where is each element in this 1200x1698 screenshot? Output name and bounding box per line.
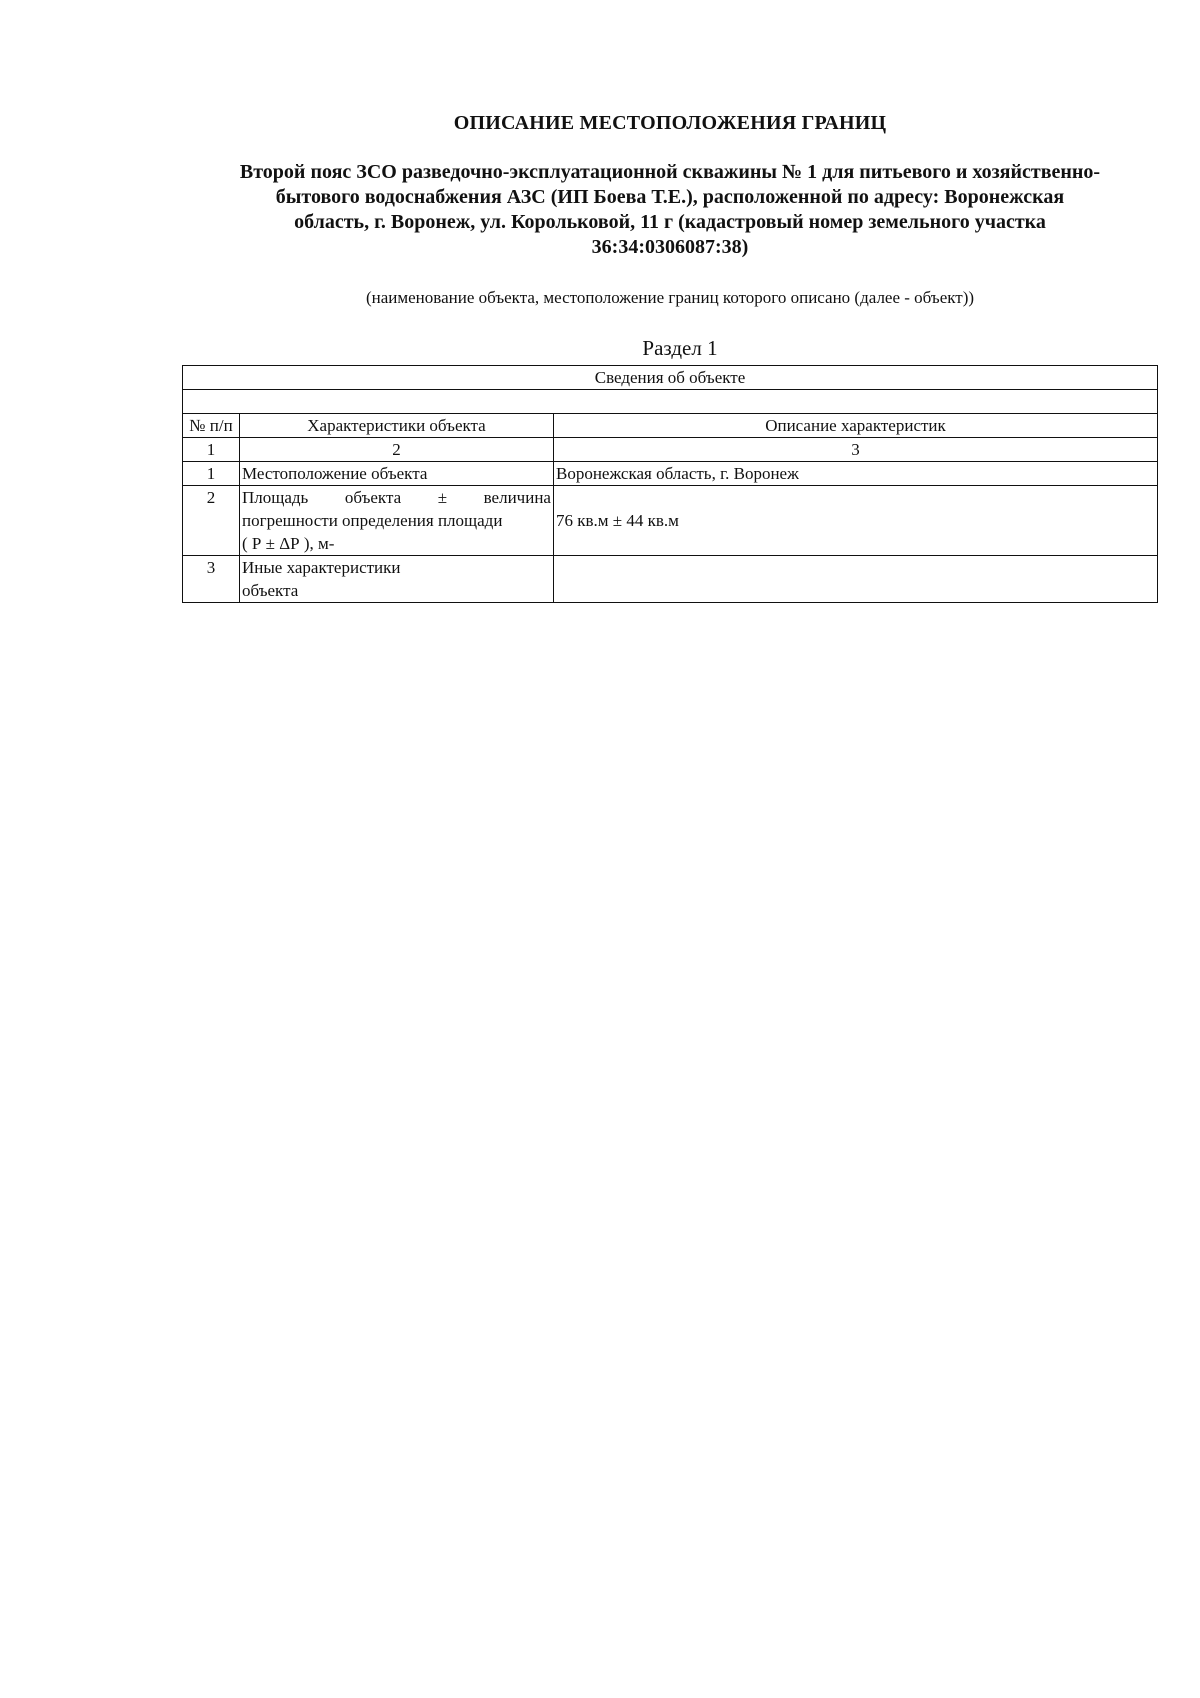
table-heading-row [183, 366, 1158, 390]
row-characteristic-line: Иные характеристики [242, 558, 401, 577]
object-name-line: бытового водоснабжения АЗС (ИП Боева Т.Е.), расположенной по адресу: Воронежская [275, 186, 1065, 208]
row-number: 3 [183, 556, 240, 603]
row-characteristic [240, 486, 554, 556]
row-characteristic-word: объекта [344, 488, 402, 507]
table-heading: Сведения об объекте [183, 366, 1158, 390]
row-characteristic-word: Площадь [242, 488, 309, 507]
document-title: ОПИСАНИЕ МЕСТОПОЛОЖЕНИЯ ГРАНИЦ [453, 112, 887, 134]
column-number: 2 [240, 438, 554, 462]
row-characteristic-line: ( Р ± ΔР ), м- [242, 534, 335, 553]
table-header-row [183, 414, 1158, 438]
column-header-characteristic: Характеристики объекта [240, 414, 554, 438]
column-header-num: № п/п [183, 414, 240, 438]
object-name-line: 36:34:0306087:38) [591, 236, 749, 258]
row-characteristic-word: величина [483, 488, 551, 507]
object-name [180, 160, 1160, 260]
row-characteristic-line: Местоположение объекта [242, 464, 428, 483]
column-number: 1 [183, 438, 240, 462]
column-number: 3 [554, 438, 1158, 462]
row-number: 1 [183, 462, 240, 486]
object-info-table [182, 365, 1158, 603]
row-characteristic-line: погрешности определения площади [242, 511, 503, 530]
table-row [183, 556, 1158, 603]
row-characteristic [240, 462, 554, 486]
row-number: 2 [183, 486, 240, 556]
table-spacer-cell [183, 390, 1158, 414]
row-characteristic-line [242, 486, 551, 509]
table-spacer-row [183, 390, 1158, 414]
object-name-line: область, г. Воронеж, ул. Корольковой, 11 г (кадастровый номер земельного участка [294, 211, 1046, 233]
object-caption: (наименование объекта, местоположение границ которого описано (далее - объект)) [365, 288, 975, 307]
row-characteristic [240, 556, 554, 603]
row-characteristic-line: объекта [242, 581, 299, 600]
section-label: Раздел 1 [642, 336, 718, 360]
column-header-description: Описание характеристик [554, 414, 1158, 438]
row-characteristic-word: ± [437, 488, 448, 507]
row-description: Воронежская область, г. Воронеж [554, 462, 1158, 486]
row-description: 76 кв.м ± 44 кв.м [554, 486, 1158, 556]
object-name-line: Второй пояс ЗСО разведочно-эксплуатационной скважины № 1 для питьевого и хозяйственно- [239, 161, 1101, 183]
table-row [183, 462, 1158, 486]
row-description [554, 556, 1158, 603]
table-row [183, 486, 1158, 556]
table-column-numbers-row [183, 438, 1158, 462]
